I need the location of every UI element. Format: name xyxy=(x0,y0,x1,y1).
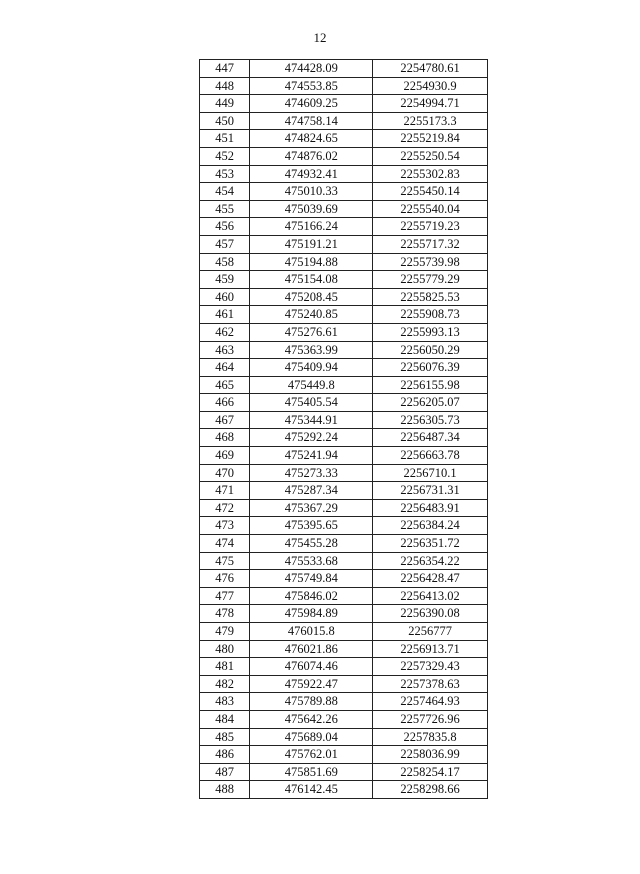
point-number-cell: 475 xyxy=(200,552,250,570)
point-number-cell: 462 xyxy=(200,323,250,341)
table-row xyxy=(200,288,488,306)
x-coordinate-cell: 476021.86 xyxy=(250,640,373,658)
y-coordinate-cell: 2254930.9 xyxy=(373,77,488,95)
x-coordinate-cell: 475449.8 xyxy=(250,376,373,394)
y-coordinate-cell: 2255779.29 xyxy=(373,271,488,289)
point-number-cell: 471 xyxy=(200,482,250,500)
x-coordinate-cell: 475292.24 xyxy=(250,429,373,447)
x-coordinate-cell: 475642.26 xyxy=(250,710,373,728)
y-coordinate-cell: 2256076.39 xyxy=(373,359,488,377)
y-coordinate-cell: 2257329.43 xyxy=(373,658,488,676)
x-coordinate-cell: 475240.85 xyxy=(250,306,373,324)
x-coordinate-cell: 475984.89 xyxy=(250,605,373,623)
point-number-cell: 481 xyxy=(200,658,250,676)
point-number-cell: 464 xyxy=(200,359,250,377)
x-coordinate-cell: 475287.34 xyxy=(250,482,373,500)
table-row xyxy=(200,693,488,711)
table-row xyxy=(200,218,488,236)
table-row xyxy=(200,781,488,799)
table-body xyxy=(200,60,488,799)
y-coordinate-cell: 2255250.54 xyxy=(373,147,488,165)
y-coordinate-cell: 2257835.8 xyxy=(373,728,488,746)
x-coordinate-cell: 475749.84 xyxy=(250,570,373,588)
y-coordinate-cell: 2256913.71 xyxy=(373,640,488,658)
point-number-cell: 468 xyxy=(200,429,250,447)
table-row xyxy=(200,570,488,588)
table-row xyxy=(200,623,488,641)
point-number-cell: 451 xyxy=(200,130,250,148)
y-coordinate-cell: 2255908.73 xyxy=(373,306,488,324)
table-row xyxy=(200,710,488,728)
x-coordinate-cell: 475273.33 xyxy=(250,464,373,482)
y-coordinate-cell: 2256050.29 xyxy=(373,341,488,359)
x-coordinate-cell: 476015.8 xyxy=(250,623,373,641)
table-row xyxy=(200,60,488,78)
x-coordinate-cell: 475455.28 xyxy=(250,535,373,553)
x-coordinate-cell: 475363.99 xyxy=(250,341,373,359)
x-coordinate-cell: 474824.65 xyxy=(250,130,373,148)
x-coordinate-cell: 474876.02 xyxy=(250,147,373,165)
point-number-cell: 486 xyxy=(200,746,250,764)
table-row xyxy=(200,359,488,377)
x-coordinate-cell: 475762.01 xyxy=(250,746,373,764)
point-number-cell: 450 xyxy=(200,112,250,130)
y-coordinate-cell: 2258254.17 xyxy=(373,763,488,781)
x-coordinate-cell: 475405.54 xyxy=(250,394,373,412)
x-coordinate-cell: 475395.65 xyxy=(250,517,373,535)
x-coordinate-cell: 475039.69 xyxy=(250,200,373,218)
point-number-cell: 469 xyxy=(200,447,250,465)
table-row xyxy=(200,376,488,394)
point-number-cell: 453 xyxy=(200,165,250,183)
point-number-cell: 473 xyxy=(200,517,250,535)
y-coordinate-cell: 2258036.99 xyxy=(373,746,488,764)
table-row xyxy=(200,517,488,535)
y-coordinate-cell: 2256487.34 xyxy=(373,429,488,447)
x-coordinate-cell: 475166.24 xyxy=(250,218,373,236)
table-row xyxy=(200,147,488,165)
table-row xyxy=(200,235,488,253)
x-coordinate-cell: 475010.33 xyxy=(250,183,373,201)
table-row xyxy=(200,499,488,517)
point-number-cell: 485 xyxy=(200,728,250,746)
point-number-cell: 467 xyxy=(200,411,250,429)
x-coordinate-cell: 476142.45 xyxy=(250,781,373,799)
table-row xyxy=(200,130,488,148)
point-number-cell: 466 xyxy=(200,394,250,412)
x-coordinate-cell: 475191.21 xyxy=(250,235,373,253)
point-number-cell: 479 xyxy=(200,623,250,641)
y-coordinate-cell: 2256390.08 xyxy=(373,605,488,623)
y-coordinate-cell: 2256428.47 xyxy=(373,570,488,588)
point-number-cell: 482 xyxy=(200,675,250,693)
table-row xyxy=(200,323,488,341)
point-number-cell: 447 xyxy=(200,60,250,78)
point-number-cell: 465 xyxy=(200,376,250,394)
x-coordinate-cell: 475344.91 xyxy=(250,411,373,429)
table-row xyxy=(200,447,488,465)
point-number-cell: 477 xyxy=(200,587,250,605)
y-coordinate-cell: 2257726.96 xyxy=(373,710,488,728)
table-row xyxy=(200,253,488,271)
table-row xyxy=(200,763,488,781)
table-row xyxy=(200,341,488,359)
point-number-cell: 476 xyxy=(200,570,250,588)
y-coordinate-cell: 2256710.1 xyxy=(373,464,488,482)
point-number-cell: 458 xyxy=(200,253,250,271)
y-coordinate-cell: 2257464.93 xyxy=(373,693,488,711)
table-row xyxy=(200,165,488,183)
y-coordinate-cell: 2255219.84 xyxy=(373,130,488,148)
x-coordinate-cell: 476074.46 xyxy=(250,658,373,676)
table-row xyxy=(200,675,488,693)
x-coordinate-cell: 474932.41 xyxy=(250,165,373,183)
table-row xyxy=(200,394,488,412)
point-number-cell: 463 xyxy=(200,341,250,359)
y-coordinate-cell: 2256351.72 xyxy=(373,535,488,553)
table-row xyxy=(200,429,488,447)
y-coordinate-cell: 2255173.3 xyxy=(373,112,488,130)
y-coordinate-cell: 2255739.98 xyxy=(373,253,488,271)
y-coordinate-cell: 2256205.07 xyxy=(373,394,488,412)
y-coordinate-cell: 2255450.14 xyxy=(373,183,488,201)
x-coordinate-cell: 475208.45 xyxy=(250,288,373,306)
point-number-cell: 487 xyxy=(200,763,250,781)
point-number-cell: 459 xyxy=(200,271,250,289)
table-row xyxy=(200,95,488,113)
y-coordinate-cell: 2255719.23 xyxy=(373,218,488,236)
x-coordinate-cell: 474609.25 xyxy=(250,95,373,113)
y-coordinate-cell: 2255540.04 xyxy=(373,200,488,218)
point-number-cell: 488 xyxy=(200,781,250,799)
x-coordinate-cell: 475689.04 xyxy=(250,728,373,746)
y-coordinate-cell: 2254994.71 xyxy=(373,95,488,113)
point-number-cell: 448 xyxy=(200,77,250,95)
y-coordinate-cell: 2256305.73 xyxy=(373,411,488,429)
y-coordinate-cell: 2254780.61 xyxy=(373,60,488,78)
y-coordinate-cell: 2258298.66 xyxy=(373,781,488,799)
y-coordinate-cell: 2256155.98 xyxy=(373,376,488,394)
table-row xyxy=(200,552,488,570)
point-number-cell: 484 xyxy=(200,710,250,728)
x-coordinate-cell: 474553.85 xyxy=(250,77,373,95)
point-number-cell: 454 xyxy=(200,183,250,201)
point-number-cell: 470 xyxy=(200,464,250,482)
table-row xyxy=(200,77,488,95)
point-number-cell: 456 xyxy=(200,218,250,236)
table-row xyxy=(200,482,488,500)
table-row xyxy=(200,112,488,130)
y-coordinate-cell: 2255825.53 xyxy=(373,288,488,306)
table-row xyxy=(200,535,488,553)
table-row xyxy=(200,183,488,201)
point-number-cell: 478 xyxy=(200,605,250,623)
x-coordinate-cell: 475846.02 xyxy=(250,587,373,605)
y-coordinate-cell: 2256777 xyxy=(373,623,488,641)
x-coordinate-cell: 474428.09 xyxy=(250,60,373,78)
x-coordinate-cell: 474758.14 xyxy=(250,112,373,130)
y-coordinate-cell: 2256384.24 xyxy=(373,517,488,535)
x-coordinate-cell: 475409.94 xyxy=(250,359,373,377)
x-coordinate-cell: 475154.08 xyxy=(250,271,373,289)
y-coordinate-cell: 2256731.31 xyxy=(373,482,488,500)
y-coordinate-cell: 2256663.78 xyxy=(373,447,488,465)
point-number-cell: 452 xyxy=(200,147,250,165)
point-number-cell: 449 xyxy=(200,95,250,113)
page-number: 12 xyxy=(313,30,327,45)
y-coordinate-cell: 2255302.83 xyxy=(373,165,488,183)
point-number-cell: 474 xyxy=(200,535,250,553)
x-coordinate-cell: 475851.69 xyxy=(250,763,373,781)
x-coordinate-cell: 475367.29 xyxy=(250,499,373,517)
y-coordinate-cell: 2257378.63 xyxy=(373,675,488,693)
coordinates-table xyxy=(199,59,488,799)
point-number-cell: 461 xyxy=(200,306,250,324)
x-coordinate-cell: 475241.94 xyxy=(250,447,373,465)
table-row xyxy=(200,306,488,324)
y-coordinate-cell: 2256354.22 xyxy=(373,552,488,570)
y-coordinate-cell: 2256483.91 xyxy=(373,499,488,517)
table-row xyxy=(200,640,488,658)
x-coordinate-cell: 475276.61 xyxy=(250,323,373,341)
x-coordinate-cell: 475533.68 xyxy=(250,552,373,570)
x-coordinate-cell: 475922.47 xyxy=(250,675,373,693)
table-row xyxy=(200,411,488,429)
table-row xyxy=(200,587,488,605)
table-row xyxy=(200,200,488,218)
table-row xyxy=(200,271,488,289)
table-row xyxy=(200,605,488,623)
table-row xyxy=(200,728,488,746)
y-coordinate-cell: 2256413.02 xyxy=(373,587,488,605)
point-number-cell: 472 xyxy=(200,499,250,517)
point-number-cell: 455 xyxy=(200,200,250,218)
y-coordinate-cell: 2255993.13 xyxy=(373,323,488,341)
point-number-cell: 483 xyxy=(200,693,250,711)
point-number-cell: 457 xyxy=(200,235,250,253)
x-coordinate-cell: 475789.88 xyxy=(250,693,373,711)
x-coordinate-cell: 475194.88 xyxy=(250,253,373,271)
point-number-cell: 460 xyxy=(200,288,250,306)
table-row xyxy=(200,658,488,676)
y-coordinate-cell: 2255717.32 xyxy=(373,235,488,253)
table-row xyxy=(200,746,488,764)
point-number-cell: 480 xyxy=(200,640,250,658)
table-row xyxy=(200,464,488,482)
